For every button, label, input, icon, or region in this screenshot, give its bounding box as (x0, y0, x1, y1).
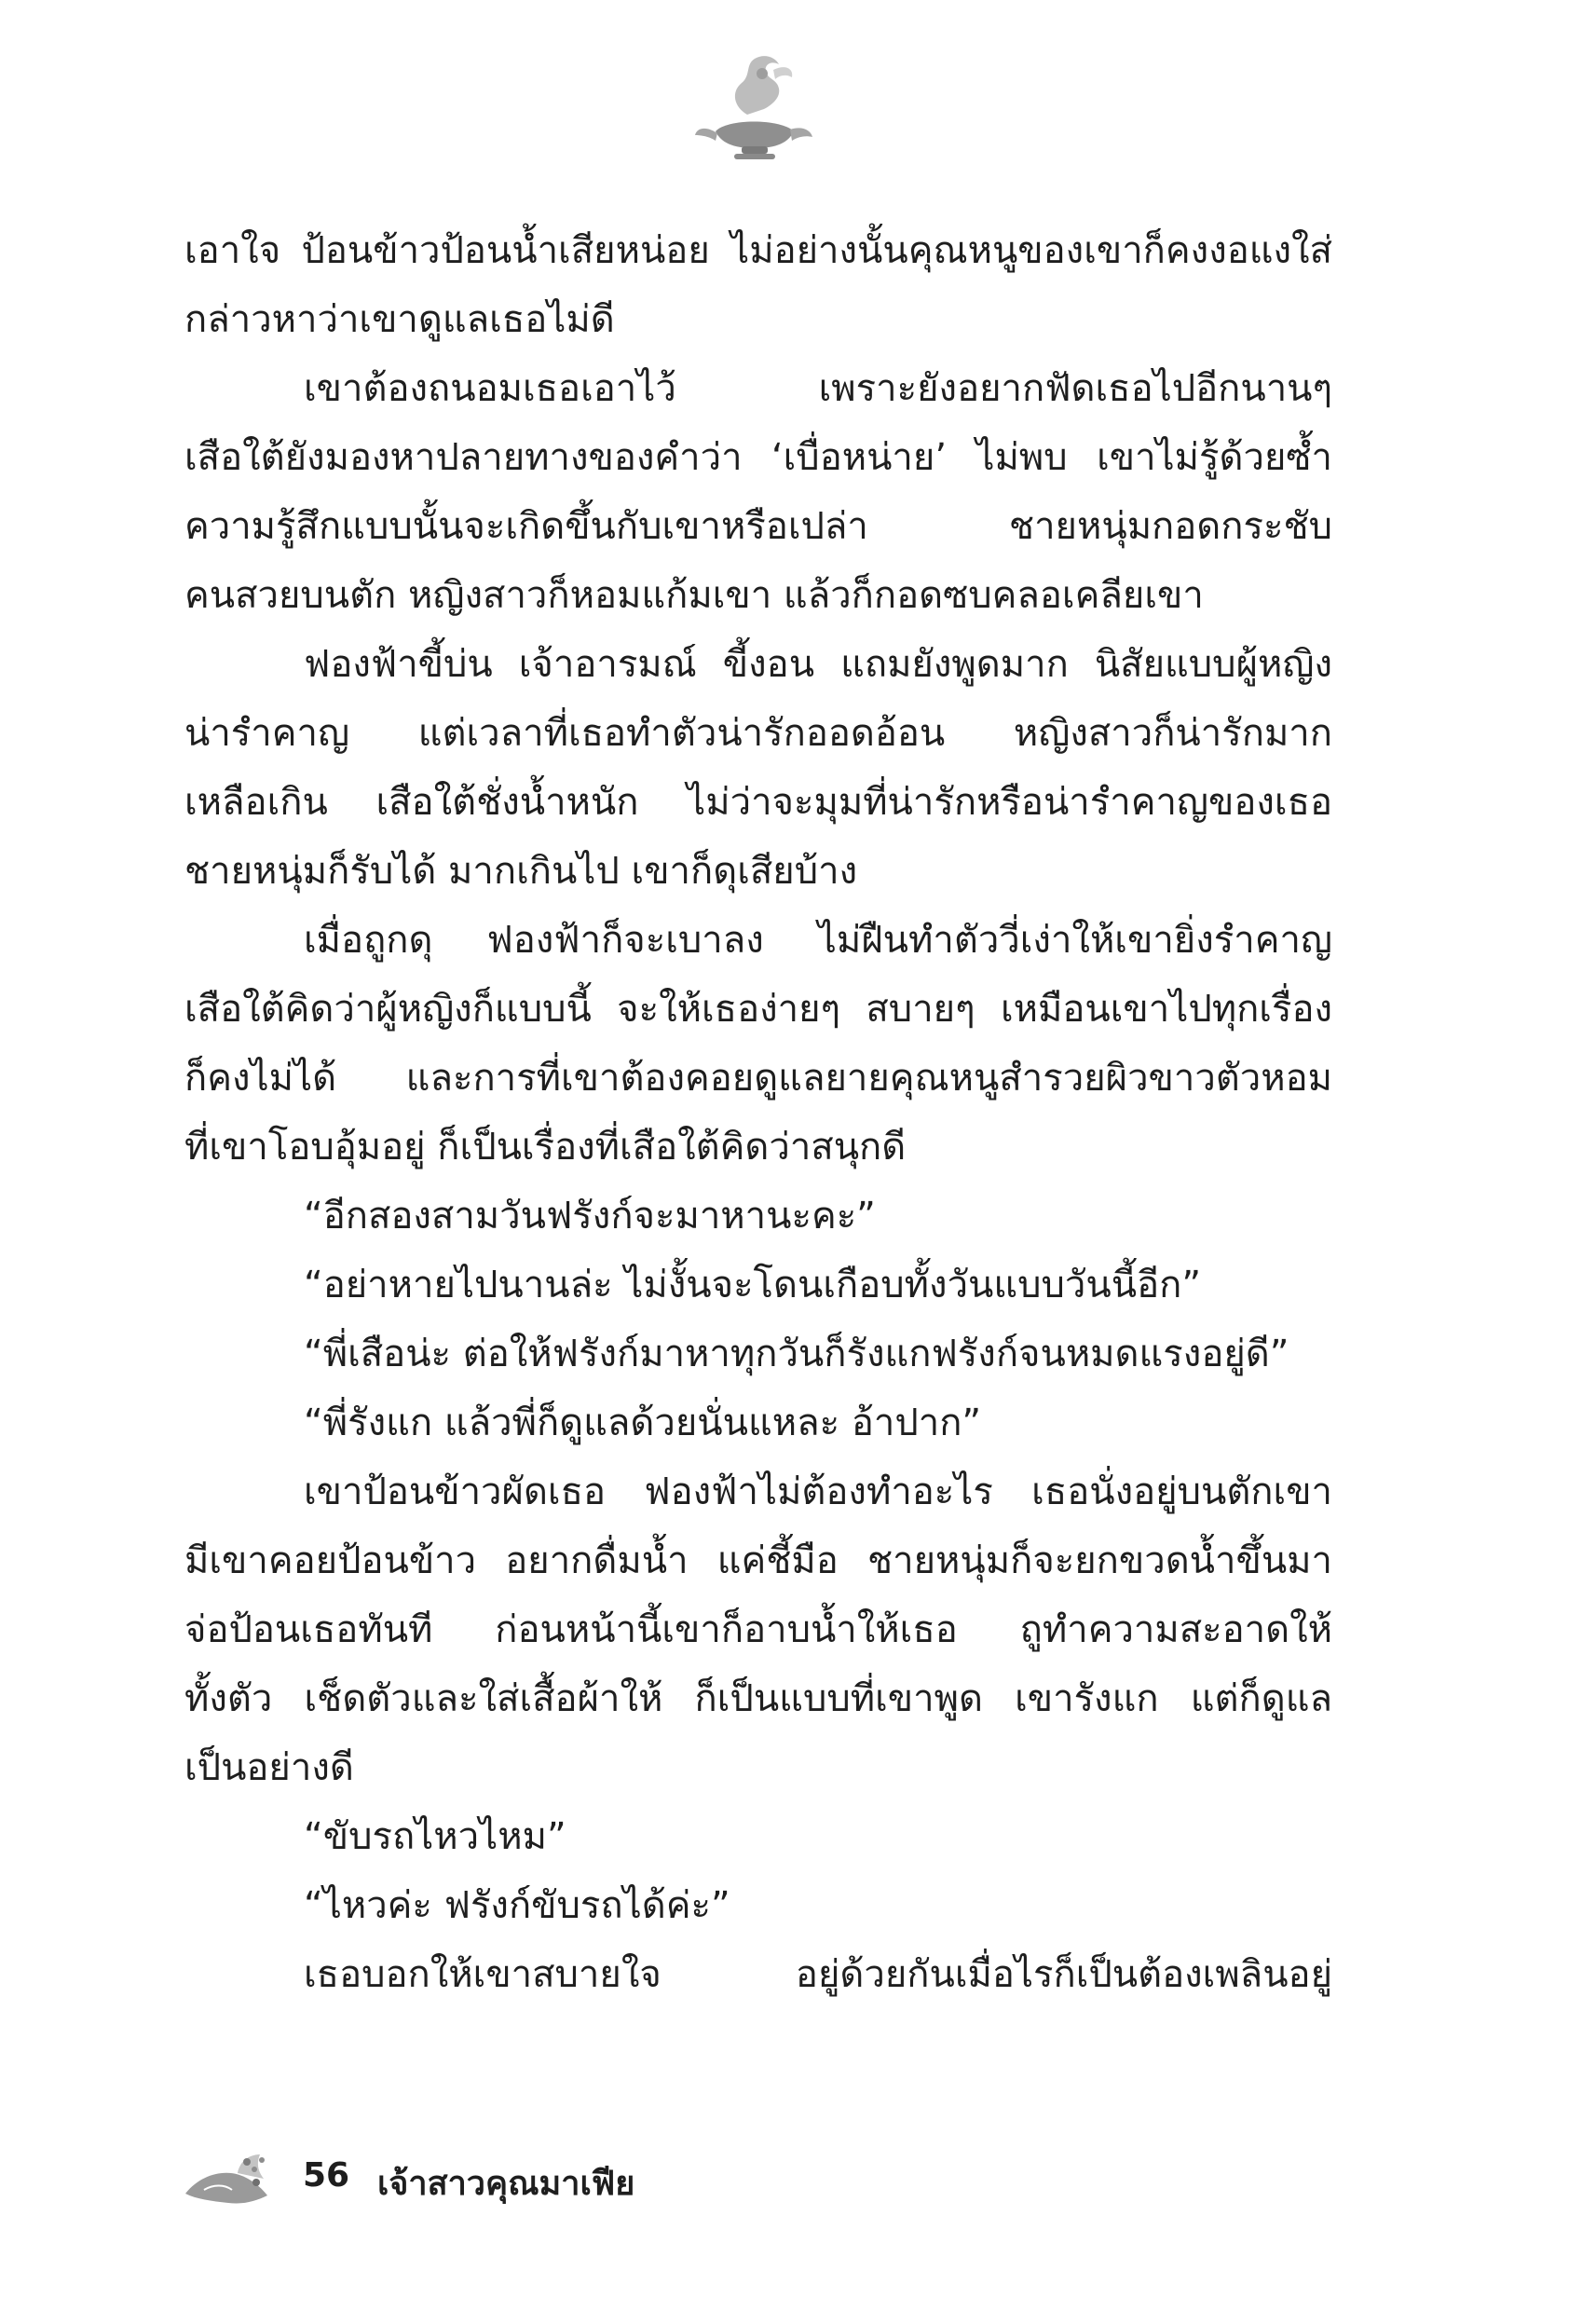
text-line: เอาใจ ป้อนข้าวป้อนน้ำเสียหน่อย ไม่อย่างนั้นคุณหนูของเขาก็คงงอแงใส่ (184, 229, 1332, 272)
text-line: ชายหนุ่มก็รับได้ มากเกินไป เขาก็ดุเสียบ้าง (184, 850, 858, 893)
text-line: มีเขาคอยป้อนข้าว อยากดื่มน้ำ แค่ชี้มือ ชายหนุ่มก็จะยกขวดน้ำขึ้นมา (184, 1539, 1332, 1582)
page-footer (182, 2141, 834, 2216)
page-number: 56 (303, 2156, 350, 2195)
text-line: ฟองฟ้าขี้บ่น เจ้าอารมณ์ ขี้งอน แถมยังพูดมาก นิสัยแบบผู้หญิง (304, 643, 1332, 686)
dialogue-line: “พี่รังแก แล้วพี่ก็ดูแลด้วยนั่นแหละ อ้าปาก” (304, 1402, 982, 1444)
dialogue-line: “ขับรถไหวไหม” (304, 1815, 566, 1858)
text-line: ความรู้สึกแบบนั้นจะเกิดขึ้นกับเขาหรือเปล่า ชายหนุ่มกอดกระชับ (184, 505, 1332, 548)
text-line: ที่เขาโอบอุ้มอยู่ ก็เป็นเรื่องที่เสือใต้คิดว่าสนุกดี (184, 1126, 907, 1169)
text-line: เมื่อถูกดุ ฟองฟ้าก็จะเบาลง ไม่ฝืนทำตัววี่เง่าให้เขายิ่งรำคาญ (304, 919, 1332, 962)
genie-lamp-icon (689, 51, 820, 163)
dialogue-line: “พี่เสือน่ะ ต่อให้ฟรังก์มาหาทุกวันก็รังแกฟรังก์จนหมดแรงอยู่ดี” (304, 1333, 1289, 1375)
text-line: เขาป้อนข้าวผัดเธอ ฟองฟ้าไม่ต้องทำอะไร เธอนั่งอยู่บนตักเขา (304, 1470, 1332, 1513)
text-line: ก็คงไม่ได้ และการที่เขาต้องคอยดูแลยายคุณหนูสำรวยผิวขาวตัวหอม (184, 1057, 1332, 1100)
dialogue-line: “อย่าหายไปนานล่ะ ไม่งั้นจะโดนเกือบทั้งวันแบบวันนี้อีก” (304, 1264, 1202, 1306)
fish-ornament-icon (182, 2141, 275, 2216)
text-line: ทั้งตัว เช็ดตัวและใส่เสื้อผ้าให้ ก็เป็นแบบที่เขาพูด เขารังแก แต่ก็ดูแล (184, 1677, 1332, 1720)
text-line: เสือใต้ยังมองหาปลายทางของคำว่า ‘เบื่อหน่าย’ ไม่พบ เขาไม่รู้ด้วยซ้ำ (184, 436, 1332, 479)
text-line: เป็นอย่างดี (184, 1746, 354, 1789)
dialogue-line: “ไหวค่ะ ฟรังก์ขับรถได้ค่ะ” (304, 1884, 730, 1927)
text-line: คนสวยบนตัก หญิงสาวก็หอมแก้มเขา แล้วก็กอดซบคลอเคลียเขา (184, 574, 1204, 617)
dialogue-line: “อีกสองสามวันฟรังก์จะมาหานะคะ” (304, 1195, 876, 1238)
running-title: เจ้าสาวคุณมาเฟีย (377, 2165, 635, 2203)
text-line: น่ารำคาญ แต่เวลาที่เธอทำตัวน่ารักออดอ้อน หญิงสาวก็น่ารักมาก (184, 712, 1332, 755)
text-line: เหลือเกิน เสือใต้ชั่งน้ำหนัก ไม่ว่าจะมุมที่น่ารักหรือน่ารำคาญของเธอ (184, 781, 1332, 824)
text-line: จ่อป้อนเธอทันที ก่อนหน้านี้เขาก็อาบน้ำให้เธอ ถูทำความสะอาดให้ (184, 1608, 1332, 1651)
text-line: เขาต้องถนอมเธอเอาไว้ เพราะยังอยากฟัดเธอไปอีกนานๆ (304, 367, 1332, 410)
text-line: เสือใต้คิดว่าผู้หญิงก็แบบนี้ จะให้เธอง่ายๆ สบายๆ เหมือนเขาไปทุกเรื่อง (184, 988, 1332, 1031)
text-line: เธอบอกให้เขาสบายใจ อยู่ด้วยกันเมื่อไรก็เป็นต้องเพลินอยู่ (304, 1953, 1332, 1996)
text-line: กล่าวหาว่าเขาดูแลเธอไม่ดี (184, 298, 615, 341)
body-text (184, 216, 1332, 2009)
